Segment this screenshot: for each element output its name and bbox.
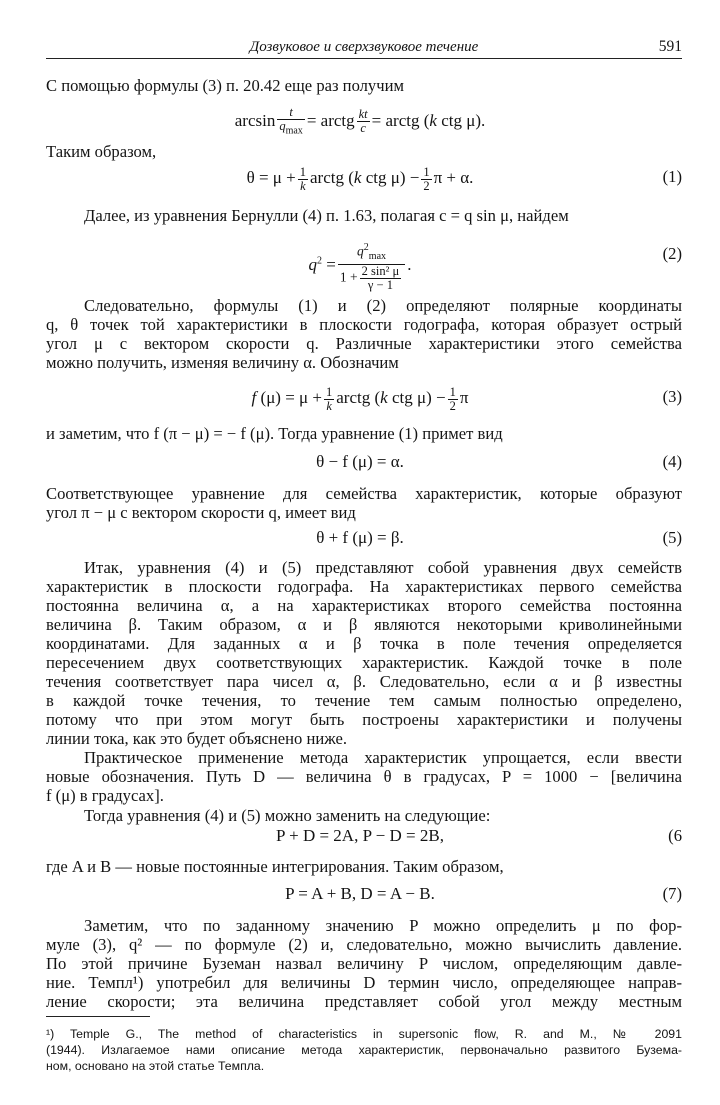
equation-0-render: arcsin $\frac{t}{q_{max}}$ = arctg $\frac{kt}{c}$ = arctg (k ctg μ).	[234, 105, 486, 137]
equation-number-7: (7)	[662, 884, 682, 903]
equation-5: θ + f (μ) = β.	[316, 528, 404, 547]
text-line: новые обозначения. Путь D — величина θ в градусах, P = 1000 − [величина	[46, 767, 682, 786]
chapter-title: Дозвуковое и сверхзвуковое течение	[249, 39, 479, 55]
text-line: Итак, уравнения (4) и (5) представляют собой уравнения двух семейств	[84, 558, 682, 577]
equation-6: P + D = 2A, P − D = 2B,	[276, 826, 444, 845]
equation-number-2: (2)	[662, 244, 682, 263]
text-line: муле (3), q² — по формуле (2) и, следовательно, можно вычислить давление.	[46, 935, 682, 954]
equation-3-render: f (μ) = μ + $\frac{1}{k}$ arctg (k ctg μ) − $\frac{1}{2}$ π	[251, 385, 469, 413]
text-line: С помощью формулы (3) п. 20.42 еще раз получим	[46, 76, 404, 95]
text-line: q, θ точек той характеристики в плоскости годографа, которая образует острый	[46, 315, 682, 334]
text-line: ление скорости; эта величина представляет собой угол между местным	[46, 992, 682, 1011]
equation-4: θ − f (μ) = α.	[316, 452, 404, 471]
text-line: ние. Темпл¹) употребил для величины D термин число, определяющее направ-	[46, 973, 682, 992]
text-line: угол π − μ с вектором скорости q, имеет вид	[46, 503, 356, 522]
text-line: и заметим, что f (π − μ) = − f (μ). Тогда уравнение (1) примет вид	[46, 424, 503, 443]
text-line: потому что при этом могут быть построены характеристики и получены	[46, 710, 682, 729]
equation-number-3: (3)	[662, 387, 682, 406]
equation-3	[0, 386, 720, 413]
text-line: постоянна величина α, а на характеристиках второго семейства постоянна	[46, 596, 682, 615]
text-line: пересечением двух соответствующих характеристик. Каждой точке в поле	[46, 653, 682, 672]
footnote-divider	[46, 1016, 150, 1017]
text-line: величина β. Таким образом, α и β являются некоторыми криволинейными	[46, 615, 682, 634]
text-line: Следовательно, формулы (1) и (2) определяют полярные координаты	[84, 296, 682, 315]
equation-0	[0, 106, 720, 138]
equation-1	[0, 166, 720, 193]
text-line: Далее, из уравнения Бернулли (4) п. 1.63, полагая c = q sin μ, найдем	[84, 206, 569, 225]
text-line: По этой причине Буземан назвал величину P числом, определяющим давле-	[46, 954, 682, 973]
footnote-line: ном, основано на этой статье Темпла.	[46, 1059, 265, 1073]
running-header	[46, 38, 682, 59]
equation-number-4: (4)	[662, 452, 682, 471]
text-line: линии тока, как это будет объяснено ниже.	[46, 729, 348, 748]
text-line: течения соответствует пара чисел α, β. Следовательно, если α и β известны	[46, 672, 682, 691]
equation-1-render: θ = μ + $\frac{1}{k}$ arctg (k ctg μ) − $\frac{1}{2}$ π + α.	[246, 165, 474, 193]
text-line: угол μ с вектором скорости q. Различные характеристики этого семейства	[46, 334, 682, 353]
text-line: координатами. Для заданных α и β точка в поле течения определяется	[46, 634, 682, 653]
equation-number-5: (5)	[662, 528, 682, 547]
text-line: Таким образом,	[46, 142, 157, 161]
text-line: Тогда уравнения (4) и (5) можно заменить на следующие:	[84, 806, 491, 825]
page-number: 591	[658, 38, 682, 55]
text-line: характеристик в плоскости годографа. На характеристиках первого семейства	[46, 577, 682, 596]
text-line: f (μ) в градусах].	[46, 786, 164, 805]
equation-7: P = A + B, D = A − B.	[285, 884, 435, 903]
equation-number-6: (6	[668, 826, 682, 845]
text-line: в каждой точке течения, то течение тем самым полностью определено,	[46, 691, 682, 710]
text-line: Заметим, что по заданному значению P можно определить μ по фор-	[84, 916, 682, 935]
footnote-line: (1944). Излагаемое нами описание метода характеристик, первоначально развитого Буземa-	[46, 1043, 682, 1057]
equation-2	[0, 240, 720, 292]
text-line: Практическое применение метода характеристик упрощается, если ввести	[84, 748, 682, 767]
text-line: где A и B — новые постоянные интегрирования. Таким образом,	[46, 857, 504, 876]
text-line: можно получить, изменяя величину α. Обозначим	[46, 353, 399, 372]
text-line: Соответствующее уравнение для семейства характеристик, которые образуют	[46, 484, 682, 503]
equation-number-1: (1)	[662, 167, 682, 186]
footnote-line: ¹) Temple G., The method of characteristics in supersonic flow, R. and M., № 2091	[46, 1027, 682, 1041]
equation-2-render: $q^2$ = $q^2_{max}$ 1 + $\frac{\text{2 sin² μ}}{\gamma - 1}$ .	[308, 242, 412, 293]
